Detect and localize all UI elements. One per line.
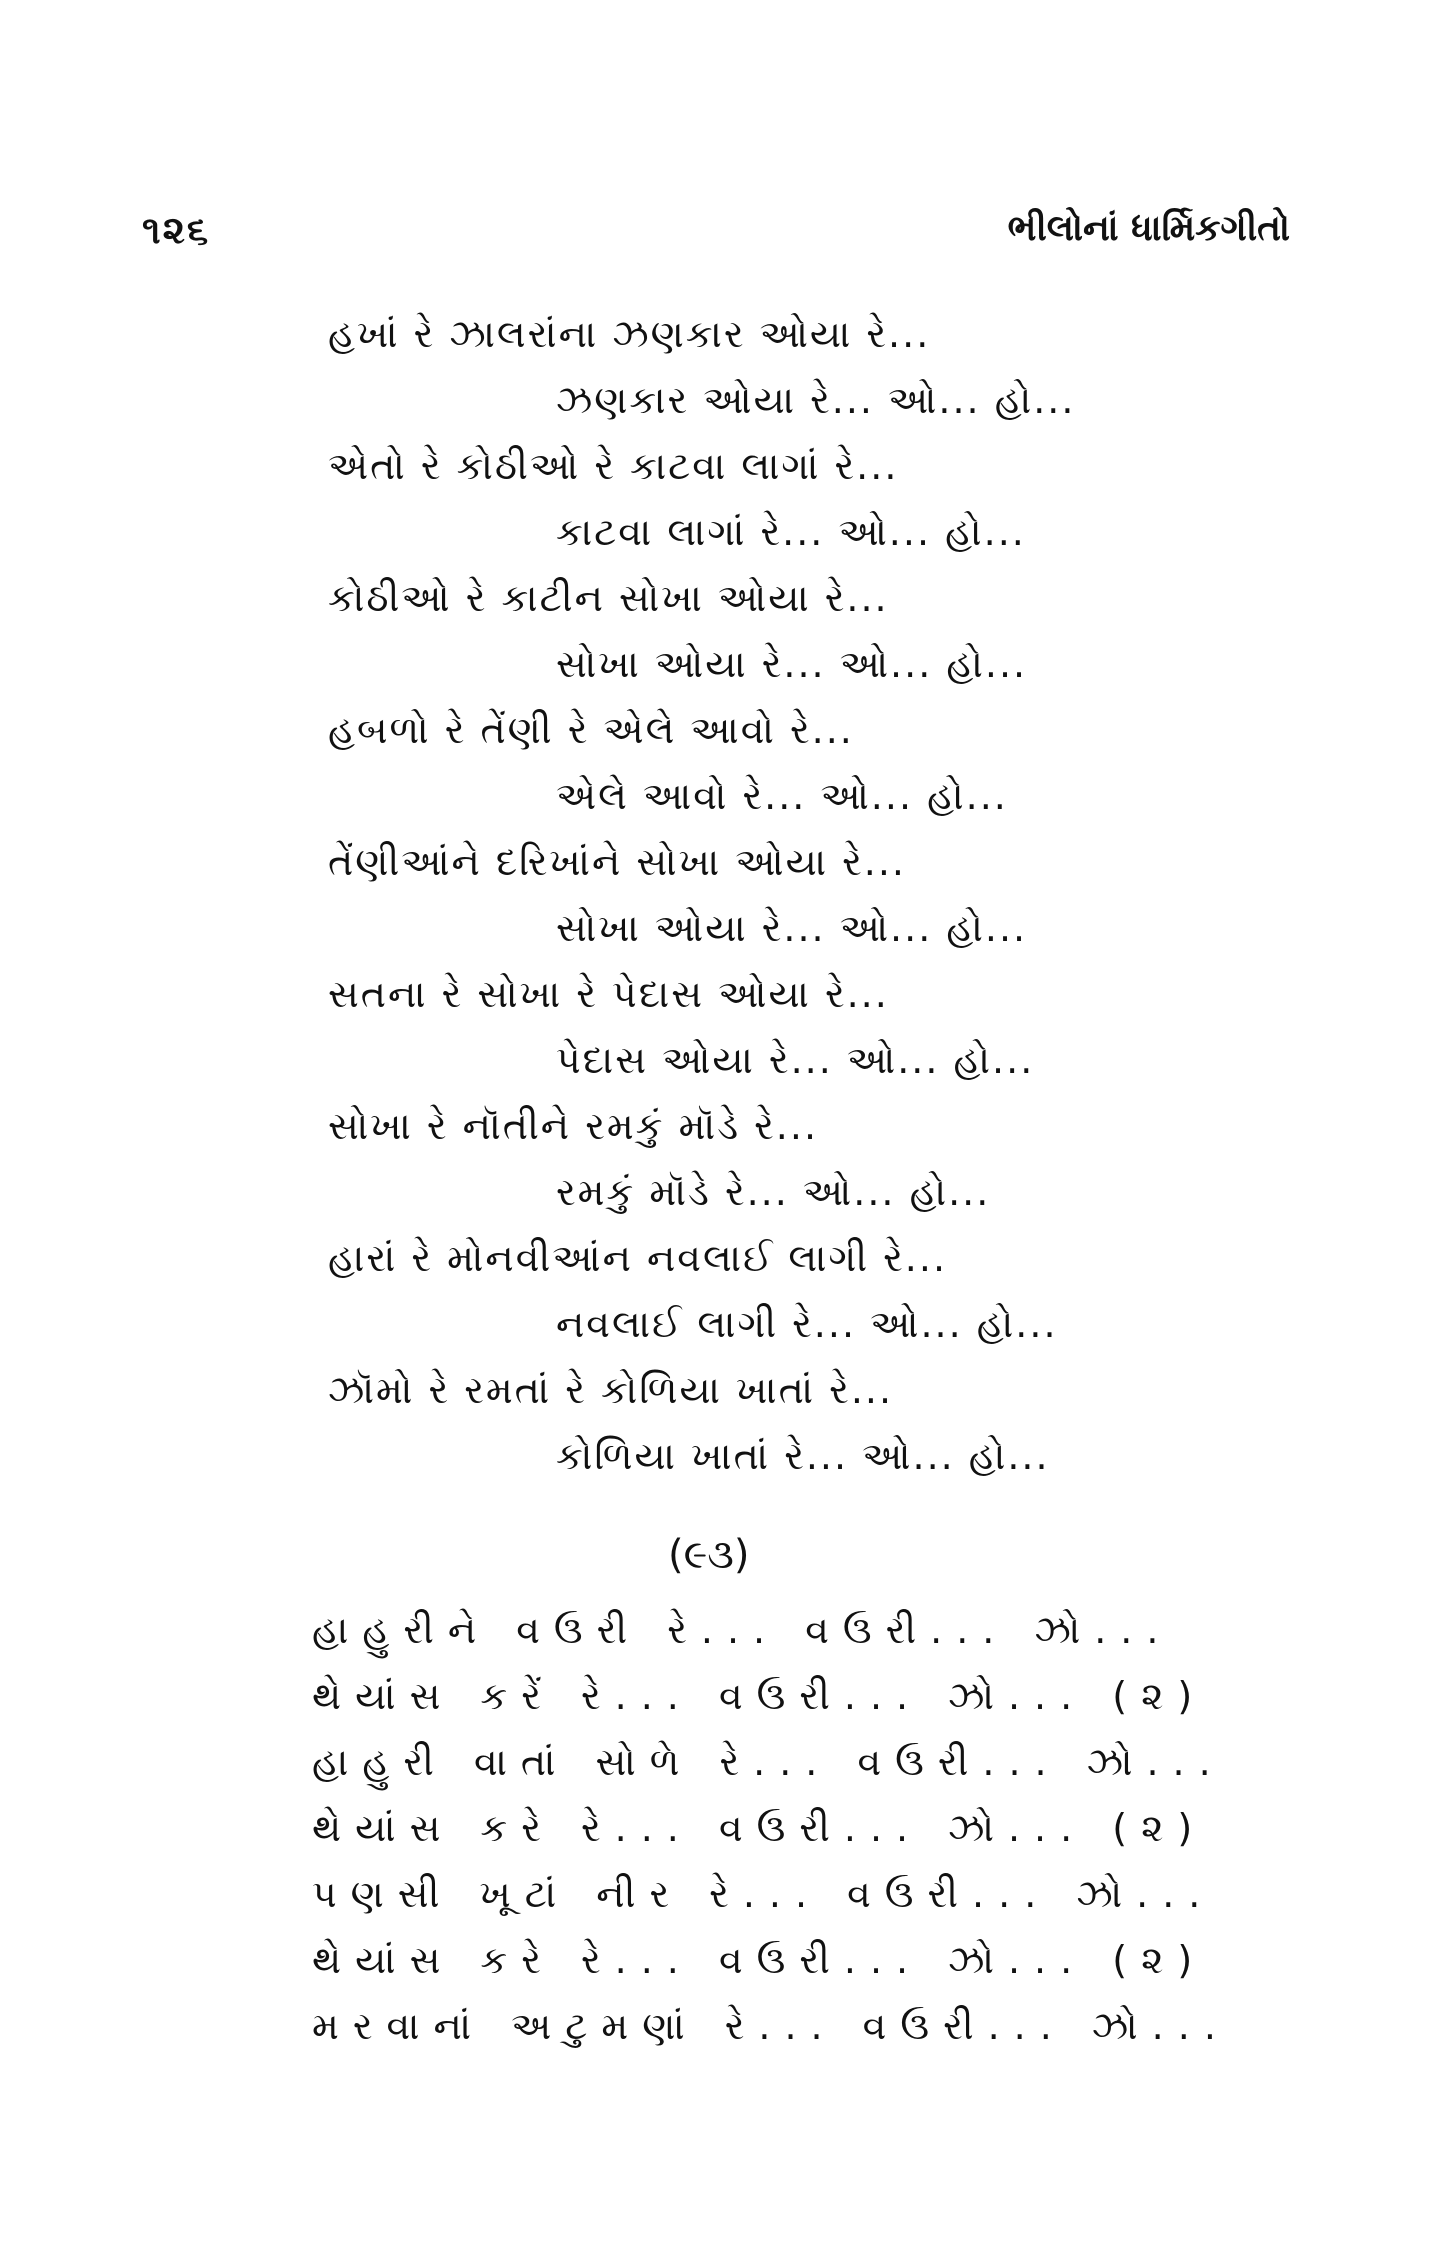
verse-line: સતના રે સોખા રે પેદાસ ઓયા રે...: [328, 972, 889, 1016]
verse-line: હખાં રે ઝાલરાંના ઝણકાર ઓયા રે...: [328, 312, 931, 356]
verse-line: પણસી ખૂટાં નીર રે... વઉરી... ઝો...: [312, 1872, 1215, 1916]
refrain-line: નવલાઈ લાગી રે... ઓ... હો...: [556, 1302, 1058, 1346]
verse-line: હાહુરીને વઉરી રે... વઉરી... ઝો...: [312, 1608, 1173, 1652]
refrain-line: સોખા ઓયા રે... ઓ... હો...: [556, 906, 1028, 950]
refrain-line: કોળિયા ખાતાં રે... ઓ... હો...: [556, 1434, 1050, 1478]
refrain-line: સોખા ઓયા રે... ઓ... હો...: [556, 642, 1028, 686]
verse-line: હાહુરી વાતાં સોળે રે... વઉરી... ઝો...: [312, 1740, 1225, 1784]
verse-line: કોઠીઓ રે કાટીન સોખા ઓયા રે...: [328, 576, 889, 620]
verse-line: સોખા રે નૉતીને રમકું મૉડે રે...: [328, 1104, 819, 1148]
verse-line: થેયાંસ કરે રે... વઉરી... ઝો... (૨): [312, 1938, 1207, 1982]
verse-line: હબળો રે તેંણી રે એલે આવો રે...: [328, 708, 854, 752]
refrain-line: રમકું મૉડે રે... ઓ... હો...: [556, 1170, 991, 1214]
refrain-line: એલે આવો રે... ઓ... હો...: [556, 774, 1008, 818]
verse-line: થેયાંસ કરેં રે... વઉરી... ઝો... (૨): [312, 1674, 1207, 1718]
verse-line: મરવાનાં અટુમણાં રે... વઉરી... ઝો...: [312, 2004, 1230, 2048]
running-head: ભીલોનાં ધાર્મિકગીતો: [1007, 208, 1290, 249]
refrain-line: કાટવા લાગાં રે... ઓ... હો...: [556, 510, 1026, 554]
verse-line: તેંણીઆંને દરિખાંને સોખા ઓયા રે...: [328, 840, 906, 884]
refrain-line: પેદાસ ઓયા રે... ઓ... હો...: [556, 1038, 1035, 1082]
verse-line: થેયાંસ કરે રે... વઉરી... ઝો... (૨): [312, 1806, 1207, 1850]
verse-line: એતો રે કોઠીઓ રે કાટવા લાગાં રે...: [328, 444, 899, 488]
page-number: ૧૨૬: [142, 208, 211, 252]
verse-line: ઝૉમો રે રમતાં રે કોળિયા ખાતાં રે...: [328, 1368, 894, 1412]
refrain-line: ઝણકાર ઓયા રે... ઓ... હો...: [556, 378, 1076, 422]
song-number: (૯૩): [668, 1532, 750, 1578]
verse-line: હારાં રે મોનવીઆંન નવલાઈ લાગી રે...: [328, 1236, 948, 1280]
